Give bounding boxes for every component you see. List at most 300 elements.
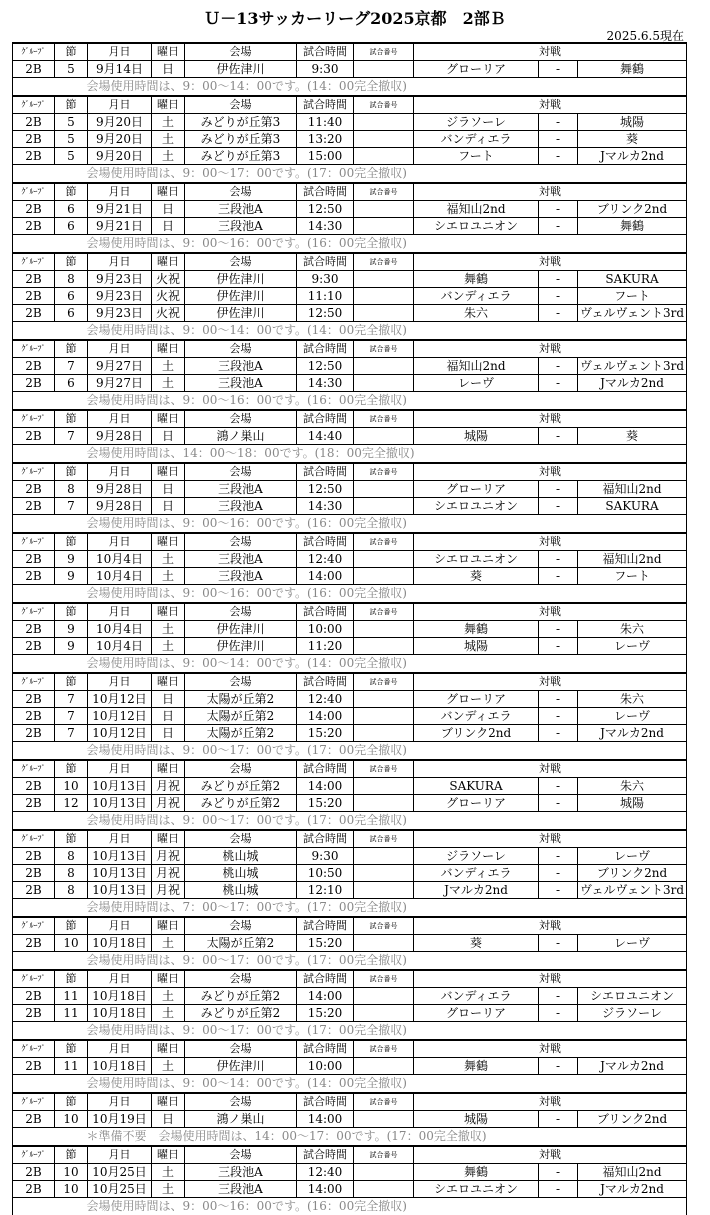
match-number-cell — [354, 201, 414, 218]
header-row — [13, 183, 687, 201]
round-cell: 7 — [55, 708, 88, 725]
separator-cell: - — [539, 271, 578, 288]
separator-cell: - — [539, 148, 578, 165]
group-cell: 2B — [13, 848, 55, 865]
column-header: 会場 — [185, 340, 297, 358]
column-header: 会場 — [185, 970, 297, 988]
away-team-cell: ブリンク2nd — [578, 865, 687, 882]
note-spacer — [13, 392, 55, 410]
note-spacer — [13, 1022, 55, 1040]
home-team-cell: シエロユニオン — [414, 498, 539, 515]
kickoff-cell: 15:00 — [297, 148, 354, 165]
venue-cell: 桃山城 — [185, 848, 297, 865]
venue-usage-note: 会場使用時間は、9：00～16：00です。(16：00完全撤収) — [55, 1198, 687, 1215]
match-number-cell — [354, 114, 414, 131]
header-row — [13, 96, 687, 114]
as-of-date: 2025.6.5現在 — [607, 27, 684, 44]
match-number-cell — [354, 988, 414, 1005]
away-team-cell: SAKURA — [578, 271, 687, 288]
round-cell: 5 — [55, 148, 88, 165]
venue-note-row — [13, 1128, 687, 1146]
away-team-cell: レーヴ — [578, 708, 687, 725]
away-team-cell: Jマルカ2nd — [578, 375, 687, 392]
home-team-cell: 舞鶴 — [414, 271, 539, 288]
group-cell: 2B — [13, 271, 55, 288]
home-team-cell: SAKURA — [414, 778, 539, 795]
home-team-cell: 城陽 — [414, 428, 539, 445]
separator-cell: - — [539, 428, 578, 445]
weekday-cell: 月祝 — [152, 882, 185, 899]
venue-cell: 伊佐津川 — [185, 271, 297, 288]
venue-usage-note: 会場使用時間は、9：00～14：00です。(14：00完全撤収) — [55, 78, 687, 96]
column-header: 曜日 — [152, 96, 185, 114]
match-row — [13, 218, 687, 235]
schedule-block — [12, 462, 687, 532]
home-team-cell: グローリア — [414, 691, 539, 708]
venue-cell: 三段池A — [185, 375, 297, 392]
home-team-cell: シエロユニオン — [414, 1181, 539, 1198]
kickoff-cell: 14:40 — [297, 428, 354, 445]
group-cell: 2B — [13, 114, 55, 131]
home-team-cell: 朱六 — [414, 305, 539, 322]
column-header: 対戦 — [414, 1040, 687, 1058]
column-header: 曜日 — [152, 603, 185, 621]
column-header: 曜日 — [152, 1093, 185, 1111]
match-number-cell — [354, 725, 414, 742]
home-team-cell: グローリア — [414, 61, 539, 78]
venue-note-row — [13, 655, 687, 673]
column-header: 会場 — [185, 917, 297, 935]
column-header: ｸﾞﾙｰﾌﾟ — [13, 183, 55, 201]
column-header: 月日 — [88, 1146, 152, 1164]
venue-usage-note: 会場使用時間は、9：00～14：00です。(14：00完全撤収) — [55, 655, 687, 673]
away-team-cell: ジラソーレ — [578, 1005, 687, 1022]
column-header: 節 — [55, 43, 88, 61]
column-header: 試合番号 — [354, 760, 414, 778]
header-row — [13, 970, 687, 988]
column-header: 試合番号 — [354, 253, 414, 271]
venue-note-row — [13, 742, 687, 760]
column-header: 月日 — [88, 917, 152, 935]
column-header: 試合時間 — [297, 533, 354, 551]
match-row — [13, 288, 687, 305]
round-cell: 10 — [55, 935, 88, 952]
group-cell: 2B — [13, 375, 55, 392]
date-cell: 10月13日 — [88, 865, 152, 882]
home-team-cell: バンディエラ — [414, 288, 539, 305]
header-row — [13, 410, 687, 428]
group-cell: 2B — [13, 1181, 55, 1198]
away-team-cell: 葵 — [578, 131, 687, 148]
round-cell: 11 — [55, 1005, 88, 1022]
weekday-cell: 土 — [152, 131, 185, 148]
match-row — [13, 1005, 687, 1022]
venue-cell: 三段池A — [185, 568, 297, 585]
away-team-cell: 福知山2nd — [578, 551, 687, 568]
date-cell: 9月23日 — [88, 271, 152, 288]
schedule-block — [12, 759, 687, 829]
date-cell: 10月13日 — [88, 882, 152, 899]
weekday-cell: 土 — [152, 358, 185, 375]
venue-cell: 桃山城 — [185, 882, 297, 899]
column-header: 会場 — [185, 96, 297, 114]
home-team-cell: 葵 — [414, 568, 539, 585]
weekday-cell: 土 — [152, 551, 185, 568]
column-header: 対戦 — [414, 43, 687, 61]
venue-cell: 三段池A — [185, 1164, 297, 1181]
match-row — [13, 1181, 687, 1198]
venue-cell: みどりが丘第2 — [185, 988, 297, 1005]
note-spacer — [13, 78, 55, 96]
match-row — [13, 131, 687, 148]
venue-note-row — [13, 1022, 687, 1040]
separator-cell: - — [539, 288, 578, 305]
column-header: 会場 — [185, 1093, 297, 1111]
date-cell: 10月4日 — [88, 568, 152, 585]
kickoff-cell: 15:20 — [297, 795, 354, 812]
separator-cell: - — [539, 708, 578, 725]
kickoff-cell: 12:50 — [297, 481, 354, 498]
column-header: 試合番号 — [354, 183, 414, 201]
separator-cell: - — [539, 568, 578, 585]
column-header: 曜日 — [152, 830, 185, 848]
venue-note-row — [13, 812, 687, 830]
round-cell: 10 — [55, 1181, 88, 1198]
venue-cell: 三段池A — [185, 551, 297, 568]
column-header: 試合時間 — [297, 830, 354, 848]
match-number-cell — [354, 1181, 414, 1198]
column-header: ｸﾞﾙｰﾌﾟ — [13, 1146, 55, 1164]
column-header: 試合番号 — [354, 410, 414, 428]
separator-cell: - — [539, 691, 578, 708]
venue-cell: 桃山城 — [185, 865, 297, 882]
group-cell: 2B — [13, 778, 55, 795]
weekday-cell: 日 — [152, 481, 185, 498]
venue-cell: 三段池A — [185, 201, 297, 218]
away-team-cell: ヴェルヴェント3rd — [578, 882, 687, 899]
weekday-cell: 日 — [152, 725, 185, 742]
match-schedule — [12, 42, 686, 1215]
column-header: 曜日 — [152, 673, 185, 691]
group-cell: 2B — [13, 1111, 55, 1128]
column-header: 試合番号 — [354, 533, 414, 551]
group-cell: 2B — [13, 218, 55, 235]
match-number-cell — [354, 1005, 414, 1022]
match-row — [13, 865, 687, 882]
date-cell: 10月12日 — [88, 725, 152, 742]
column-header: 会場 — [185, 603, 297, 621]
kickoff-cell: 12:40 — [297, 1164, 354, 1181]
kickoff-cell: 12:10 — [297, 882, 354, 899]
venue-cell: 三段池A — [185, 481, 297, 498]
round-cell: 8 — [55, 882, 88, 899]
kickoff-cell: 14:00 — [297, 708, 354, 725]
venue-cell: 三段池A — [185, 218, 297, 235]
home-team-cell: 舞鶴 — [414, 1058, 539, 1075]
group-cell: 2B — [13, 481, 55, 498]
column-header: 試合時間 — [297, 673, 354, 691]
column-header: 節 — [55, 1040, 88, 1058]
column-header: 会場 — [185, 253, 297, 271]
schedule-block — [12, 1145, 687, 1215]
match-row — [13, 568, 687, 585]
column-header: 対戦 — [414, 96, 687, 114]
date-cell: 10月12日 — [88, 708, 152, 725]
column-header: 月日 — [88, 1093, 152, 1111]
column-header: 試合時間 — [297, 463, 354, 481]
date-cell: 10月19日 — [88, 1111, 152, 1128]
venue-cell: 伊佐津川 — [185, 288, 297, 305]
weekday-cell: 土 — [152, 1164, 185, 1181]
match-row — [13, 148, 687, 165]
column-header: 試合番号 — [354, 1040, 414, 1058]
column-header: 月日 — [88, 970, 152, 988]
match-number-cell — [354, 428, 414, 445]
weekday-cell: 土 — [152, 1005, 185, 1022]
header-row — [13, 533, 687, 551]
separator-cell: - — [539, 375, 578, 392]
weekday-cell: 日 — [152, 1111, 185, 1128]
round-cell: 6 — [55, 288, 88, 305]
schedule-block — [12, 969, 687, 1039]
weekday-cell: 土 — [152, 148, 185, 165]
kickoff-cell: 14:30 — [297, 375, 354, 392]
venue-cell: みどりが丘第3 — [185, 114, 297, 131]
weekday-cell: 火祝 — [152, 305, 185, 322]
kickoff-cell: 15:20 — [297, 935, 354, 952]
separator-cell: - — [539, 481, 578, 498]
venue-note-row — [13, 899, 687, 917]
column-header: 会場 — [185, 410, 297, 428]
kickoff-cell: 12:40 — [297, 551, 354, 568]
date-cell: 9月20日 — [88, 148, 152, 165]
column-header: ｸﾞﾙｰﾌﾟ — [13, 340, 55, 358]
round-cell: 8 — [55, 271, 88, 288]
header-row — [13, 463, 687, 481]
venue-note-row — [13, 392, 687, 410]
column-header: 月日 — [88, 603, 152, 621]
venue-usage-note: 会場使用時間は、9：00～17：00です。(17：00完全撤収) — [55, 952, 687, 970]
column-header: 曜日 — [152, 183, 185, 201]
schedule-block — [12, 532, 687, 602]
separator-cell: - — [539, 131, 578, 148]
column-header: 対戦 — [414, 253, 687, 271]
weekday-cell: 月祝 — [152, 795, 185, 812]
header-row — [13, 1040, 687, 1058]
round-cell: 10 — [55, 778, 88, 795]
round-cell: 6 — [55, 375, 88, 392]
group-cell: 2B — [13, 305, 55, 322]
column-header: 試合時間 — [297, 1093, 354, 1111]
round-cell: 8 — [55, 848, 88, 865]
column-header: 試合番号 — [354, 96, 414, 114]
column-header: ｸﾞﾙｰﾌﾟ — [13, 410, 55, 428]
kickoff-cell: 12:40 — [297, 691, 354, 708]
separator-cell: - — [539, 201, 578, 218]
group-cell: 2B — [13, 882, 55, 899]
home-team-cell: ジラソーレ — [414, 848, 539, 865]
schedule-block — [12, 339, 687, 409]
date-cell: 10月18日 — [88, 988, 152, 1005]
schedule-block — [12, 1039, 687, 1092]
match-row — [13, 725, 687, 742]
round-cell: 5 — [55, 131, 88, 148]
schedule-block — [12, 672, 687, 759]
schedule-block — [12, 42, 687, 95]
away-team-cell: 福知山2nd — [578, 1164, 687, 1181]
column-header: ｸﾞﾙｰﾌﾟ — [13, 463, 55, 481]
column-header: 試合番号 — [354, 970, 414, 988]
column-header: 月日 — [88, 253, 152, 271]
column-header: 会場 — [185, 463, 297, 481]
column-header: 試合時間 — [297, 970, 354, 988]
weekday-cell: 土 — [152, 1058, 185, 1075]
column-header: 節 — [55, 603, 88, 621]
schedule-block — [12, 95, 687, 182]
away-team-cell: レーヴ — [578, 638, 687, 655]
away-team-cell: Jマルカ2nd — [578, 148, 687, 165]
column-header: 対戦 — [414, 830, 687, 848]
column-header: 試合時間 — [297, 340, 354, 358]
match-number-cell — [354, 481, 414, 498]
match-number-cell — [354, 551, 414, 568]
venue-usage-note: 会場使用時間は、9：00～16：00です。(16：00完全撤収) — [55, 392, 687, 410]
group-cell: 2B — [13, 988, 55, 1005]
group-cell: 2B — [13, 428, 55, 445]
venue-note-row — [13, 585, 687, 603]
date-cell: 10月13日 — [88, 848, 152, 865]
kickoff-cell: 15:20 — [297, 1005, 354, 1022]
match-number-cell — [354, 568, 414, 585]
round-cell: 6 — [55, 305, 88, 322]
column-header: 月日 — [88, 183, 152, 201]
column-header: ｸﾞﾙｰﾌﾟ — [13, 1093, 55, 1111]
separator-cell: - — [539, 61, 578, 78]
round-cell: 9 — [55, 638, 88, 655]
away-team-cell: SAKURA — [578, 498, 687, 515]
weekday-cell: 日 — [152, 498, 185, 515]
column-header: 会場 — [185, 830, 297, 848]
column-header: 節 — [55, 463, 88, 481]
note-spacer — [13, 515, 55, 533]
group-cell: 2B — [13, 568, 55, 585]
round-cell: 5 — [55, 61, 88, 78]
group-cell: 2B — [13, 61, 55, 78]
match-row — [13, 988, 687, 1005]
match-number-cell — [354, 61, 414, 78]
separator-cell: - — [539, 778, 578, 795]
away-team-cell: 朱六 — [578, 621, 687, 638]
match-number-cell — [354, 1164, 414, 1181]
kickoff-cell: 10:00 — [297, 621, 354, 638]
venue-cell: みどりが丘第3 — [185, 148, 297, 165]
round-cell: 7 — [55, 498, 88, 515]
venue-note-row — [13, 235, 687, 253]
column-header: 会場 — [185, 760, 297, 778]
column-header: 対戦 — [414, 673, 687, 691]
column-header: 曜日 — [152, 1040, 185, 1058]
date-cell: 10月4日 — [88, 551, 152, 568]
group-cell: 2B — [13, 795, 55, 812]
column-header: 試合番号 — [354, 43, 414, 61]
column-header: 節 — [55, 1093, 88, 1111]
header-row — [13, 340, 687, 358]
match-number-cell — [354, 935, 414, 952]
column-header: 試合時間 — [297, 253, 354, 271]
header-row — [13, 830, 687, 848]
away-team-cell: 城陽 — [578, 795, 687, 812]
match-row — [13, 481, 687, 498]
weekday-cell: 日 — [152, 218, 185, 235]
column-header: ｸﾞﾙｰﾌﾟ — [13, 96, 55, 114]
column-header: ｸﾞﾙｰﾌﾟ — [13, 43, 55, 61]
group-cell: 2B — [13, 691, 55, 708]
venue-cell: 鴻ノ巣山 — [185, 1111, 297, 1128]
weekday-cell: 土 — [152, 375, 185, 392]
column-header: 試合番号 — [354, 463, 414, 481]
header-row — [13, 253, 687, 271]
date-cell: 9月14日 — [88, 61, 152, 78]
away-team-cell: 舞鶴 — [578, 61, 687, 78]
round-cell: 9 — [55, 551, 88, 568]
home-team-cell: 福知山2nd — [414, 358, 539, 375]
match-row — [13, 848, 687, 865]
column-header: 節 — [55, 533, 88, 551]
separator-cell: - — [539, 1005, 578, 1022]
kickoff-cell: 10:00 — [297, 1058, 354, 1075]
match-number-cell — [354, 305, 414, 322]
kickoff-cell: 9:30 — [297, 61, 354, 78]
group-cell: 2B — [13, 551, 55, 568]
column-header: 会場 — [185, 673, 297, 691]
match-number-cell — [354, 131, 414, 148]
date-cell: 9月27日 — [88, 375, 152, 392]
column-header: 月日 — [88, 96, 152, 114]
match-number-cell — [354, 638, 414, 655]
separator-cell: - — [539, 848, 578, 865]
venue-cell: みどりが丘第2 — [185, 778, 297, 795]
venue-cell: 三段池A — [185, 498, 297, 515]
column-header: 試合時間 — [297, 1040, 354, 1058]
kickoff-cell: 12:50 — [297, 358, 354, 375]
date-cell: 9月21日 — [88, 218, 152, 235]
match-row — [13, 691, 687, 708]
match-number-cell — [354, 288, 414, 305]
match-number-cell — [354, 375, 414, 392]
group-cell: 2B — [13, 288, 55, 305]
date-cell: 9月28日 — [88, 428, 152, 445]
column-header: 対戦 — [414, 1146, 687, 1164]
date-cell: 10月18日 — [88, 1058, 152, 1075]
column-header: 試合時間 — [297, 603, 354, 621]
column-header: 節 — [55, 410, 88, 428]
date-cell: 10月4日 — [88, 621, 152, 638]
away-team-cell: シエロユニオン — [578, 988, 687, 1005]
separator-cell: - — [539, 725, 578, 742]
match-row — [13, 498, 687, 515]
away-team-cell: ヴェルヴェント3rd — [578, 358, 687, 375]
separator-cell: - — [539, 1111, 578, 1128]
column-header: 月日 — [88, 463, 152, 481]
home-team-cell: グローリア — [414, 795, 539, 812]
separator-cell: - — [539, 1058, 578, 1075]
home-team-cell: グローリア — [414, 1005, 539, 1022]
column-header: ｸﾞﾙｰﾌﾟ — [13, 830, 55, 848]
match-number-cell — [354, 865, 414, 882]
column-header: 月日 — [88, 410, 152, 428]
home-team-cell: バンディエラ — [414, 865, 539, 882]
kickoff-cell: 9:30 — [297, 848, 354, 865]
